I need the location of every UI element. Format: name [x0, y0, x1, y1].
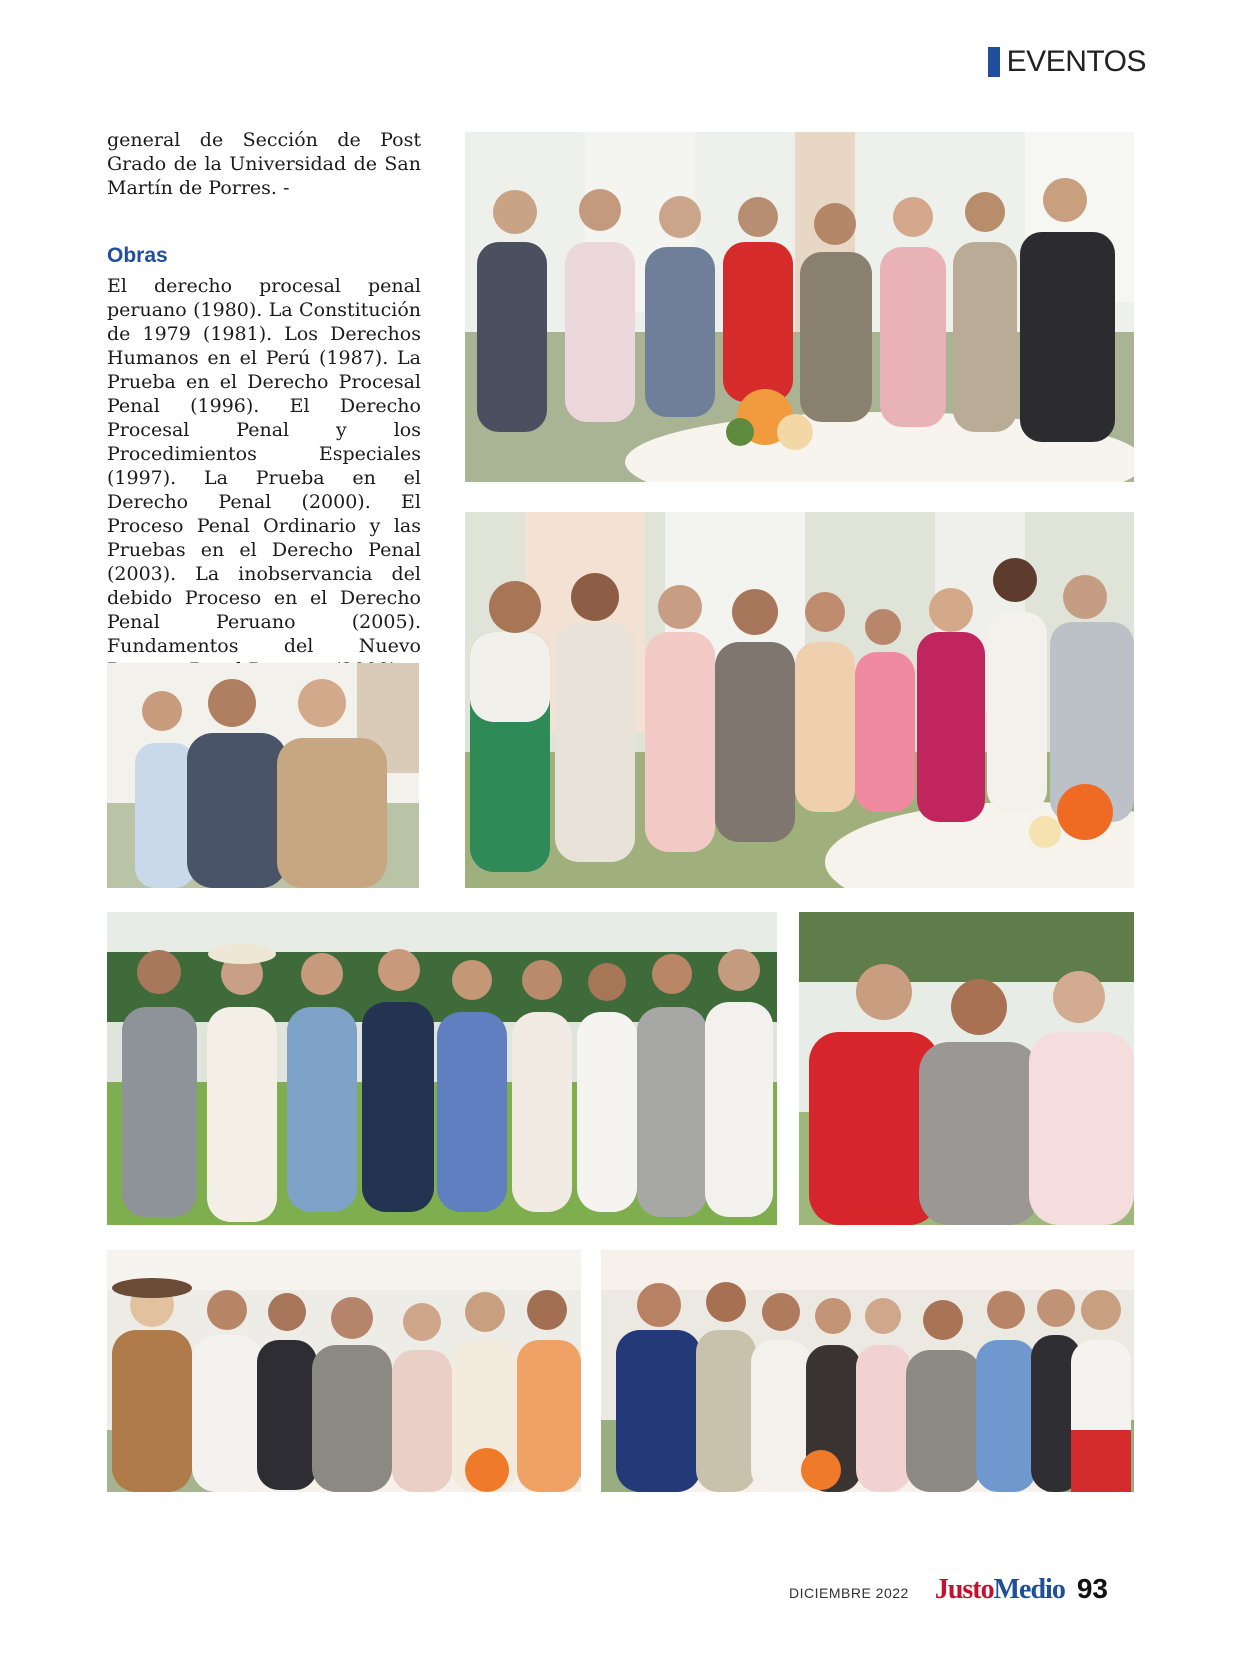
logo-medio-text: Medio: [993, 1574, 1065, 1605]
section-marker: [988, 47, 1000, 77]
section-header: [988, 44, 1146, 80]
works-text: El derecho procesal penal peruano (1980). La Constitución de 1979 (1981). Los Derechos Humanos en el Perú (1987). La Prueba en el Derecho Procesal Penal (1996). El Derecho Procesal Penal y los Procedimientos Especiales (1997). La Prueba en el Derecho Penal (2000). El Proceso Penal Ordinario y las Pruebas en el Derecho Penal (2003). La inobservancia del debido Proceso en el Derecho Penal Peruano (2005). Fundamentos del Nuevo: [107, 275, 421, 657]
event-photo-6: [107, 1250, 581, 1492]
event-photo-4: [107, 912, 777, 1225]
page-number: 93: [1076, 1573, 1108, 1604]
issue-date: DICIEMBRE 2022: [789, 1585, 909, 1601]
event-photo-2: [465, 512, 1134, 888]
article-intro-text: general de Sección de Post Grado de la Universidad de San Martín de Porres. -: [107, 129, 421, 199]
event-photo-3: [107, 663, 419, 888]
logo-justo-text: Justo: [934, 1574, 994, 1605]
works-heading: Obras: [107, 244, 168, 267]
magazine-logo: [935, 1574, 1065, 1606]
event-photo-1: [465, 132, 1134, 482]
event-photo-7: [601, 1250, 1134, 1492]
section-title: EVENTOS: [1006, 45, 1146, 78]
page-footer: [789, 1573, 1108, 1606]
event-photo-5: [799, 912, 1134, 1225]
